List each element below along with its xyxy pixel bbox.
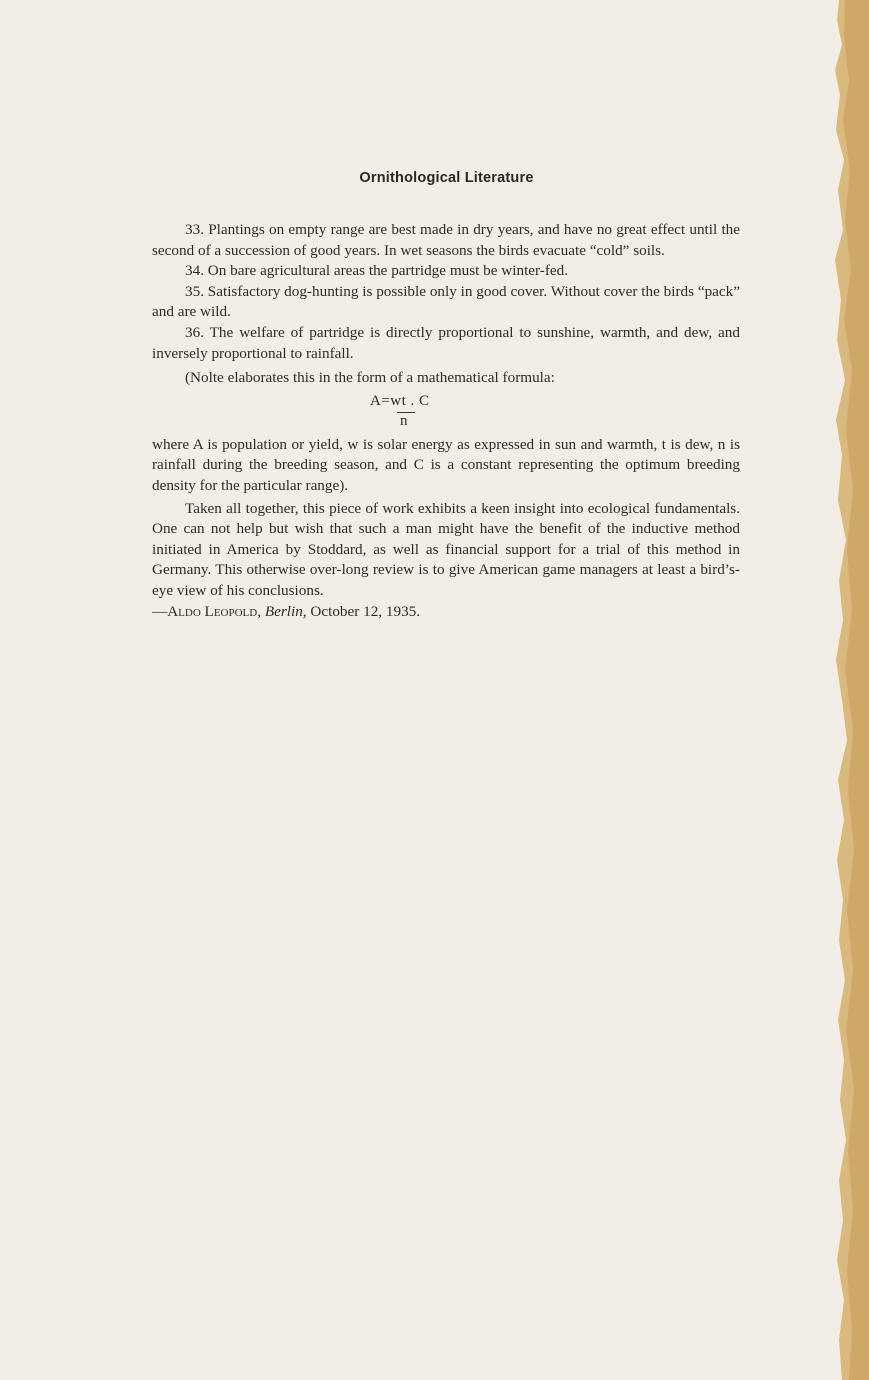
signature — [152, 602, 740, 623]
article-body — [152, 220, 740, 622]
formula-explanation: where A is population or yield, w is solar energy as expressed in sun and warmth, t is dew, n is rainfall during the breeding season, and C is a constant representing the optimum breeding density for the particular range). — [152, 435, 740, 494]
paragraph-33: 33. Plantings on empty range are best made in dry years, and have no great effect until the second of a succession of good years. In wet seasons the birds evacuate “cold” soils. — [152, 221, 740, 259]
formula-numerator: A=wt . C — [370, 392, 430, 409]
formula-denominator: n — [400, 412, 408, 429]
running-head: Ornithological Literature — [359, 170, 534, 186]
signature-dash: — — [152, 602, 168, 620]
signature-date: , October 12, 1935. — [302, 602, 421, 620]
signature-author: Aldo Leopold — [167, 602, 258, 620]
conclusion-paragraph: Taken all together, this piece of work exhibits a keen insight into ecological fundamentals. One can not help but wish that such a man might have the benefit of the inductive method initiated in America by Stoddard, as well as financial support for a trial of this method in Germany. This otherwise over-long review is to give American game managers at least a bird’s-eye view of his conclusions. — [152, 499, 740, 599]
nolte-intro: (Nolte elaborates this in the form of a mathematical formula: — [185, 369, 555, 387]
paragraph-36: 36. The welfare of partridge is directly proportional to sunshine, warmth, and dew, and inversely proportional to rainfall. — [152, 323, 740, 362]
paragraph-34: 34. On bare agricultural areas the partridge must be winter-fed. — [185, 262, 569, 280]
torn-edge-stain — [809, 0, 869, 1380]
paragraph-35: 35. Satisfactory dog-hunting is possible only in good cover. Without cover the birds “pack” and are wild. — [152, 282, 740, 321]
formula — [152, 391, 740, 435]
signature-place: Berlin — [264, 602, 303, 620]
signature-sep: , — [257, 602, 265, 620]
